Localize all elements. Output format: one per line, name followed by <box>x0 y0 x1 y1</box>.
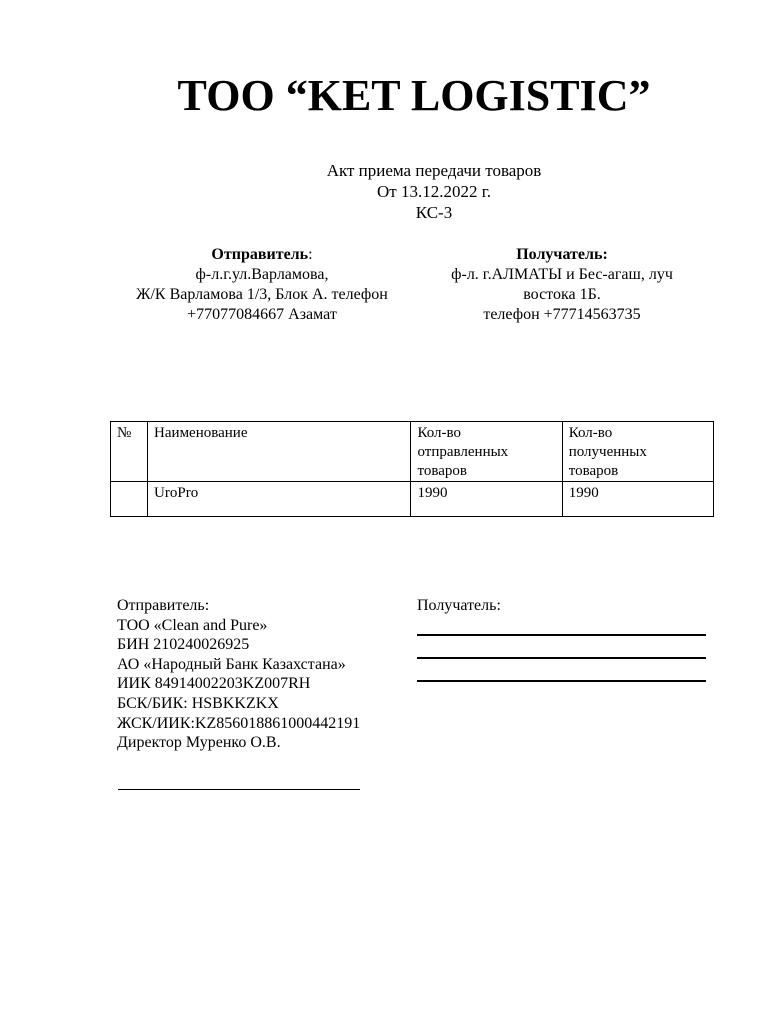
document-date: От 13.12.2022 г. <box>376 182 491 201</box>
sender-sign-line: ЖСК/ИИК:KZ856018861000442191 <box>117 714 361 732</box>
document-code: КС-3 <box>415 203 453 222</box>
sender-signature-block <box>117 596 407 753</box>
receiver-signature-line <box>417 634 706 636</box>
header-sent-line: товаров <box>417 463 467 479</box>
company-title: ТОО “KET LOGISTIC” <box>177 71 651 120</box>
header-number: № <box>111 422 148 482</box>
sender-address-line-1: ф-л.г.ул.Варламова, <box>195 266 329 283</box>
row-number <box>111 482 148 517</box>
receiver-heading: Получатель: <box>516 246 608 263</box>
goods-table <box>110 421 714 517</box>
sender-heading: Отправитель <box>211 246 309 263</box>
receiver-signature-line <box>417 680 706 682</box>
header-received-line: товаров <box>568 463 619 479</box>
header-sent-qty <box>411 422 562 482</box>
table-header-row <box>111 422 714 482</box>
receiver-address-line-1: ф-л. г.АЛМАТЫ и Бес-агаш, луч <box>451 266 673 283</box>
sender-signature-line <box>118 789 360 790</box>
sender-heading-colon: : <box>308 246 313 263</box>
sender-info <box>112 245 412 325</box>
header-received-qty <box>562 422 713 482</box>
receiver-info <box>424 245 700 325</box>
sender-sign-line: Директор Муренко О.В. <box>117 734 281 752</box>
document-heading <box>250 160 618 223</box>
document-title: Акт приема передачи товаров <box>326 161 542 180</box>
header-sent-line: отправленных <box>417 444 509 460</box>
header-received-line: полученных <box>568 444 647 460</box>
row-product-name: UroPro <box>148 482 411 517</box>
receiver-signature-line <box>417 657 706 659</box>
table-row <box>111 482 714 517</box>
receiver-sign-label: Получатель: <box>417 597 501 614</box>
sender-address-line-2: Ж/К Варламова 1/3, Блок А. телефон <box>136 286 388 303</box>
row-sent-qty: 1990 <box>411 482 562 517</box>
receiver-address-line-2: востока 1Б. <box>523 286 601 303</box>
header-received-line: Кол-во <box>568 425 613 441</box>
sender-sign-line: ИИК 84914002203KZ007RH <box>117 675 311 693</box>
receiver-phone: телефон +77714563735 <box>483 306 641 323</box>
sender-sign-line: БИН 210240026925 <box>117 636 250 654</box>
sender-sign-line: БСК/БИК: HSBKKZKX <box>117 694 279 712</box>
receiver-signature-block <box>417 596 707 616</box>
header-name: Наименование <box>148 422 411 482</box>
row-received-qty: 1990 <box>562 482 713 517</box>
sender-sign-line: АО «Народный Банк Казахстана» <box>117 655 346 673</box>
header-sent-line: Кол-во <box>417 425 461 441</box>
sender-sign-line: Отправитель: <box>117 597 210 614</box>
sender-phone: +77077084667 Азамат <box>187 306 337 323</box>
sender-sign-line: ТОО «Clean and Pure» <box>117 616 268 634</box>
